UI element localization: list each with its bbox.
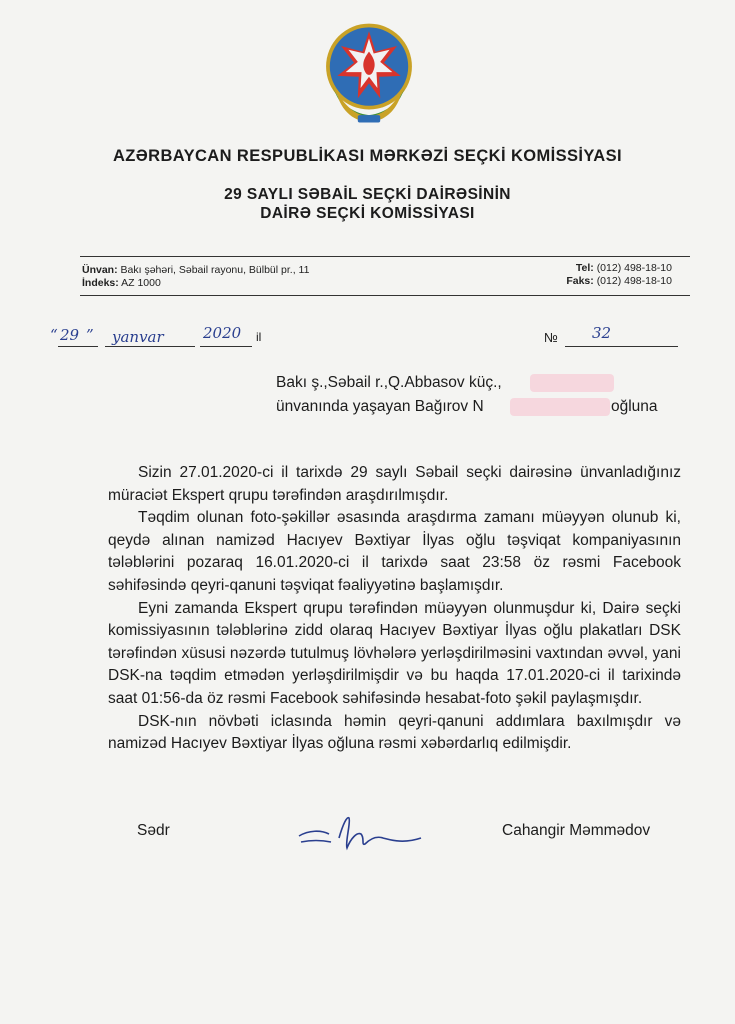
address-line	[82, 264, 309, 276]
header-divider-bottom	[80, 295, 690, 296]
index-label: İndeks:	[82, 277, 119, 289]
paragraph-1: Sizin 27.01.2020-ci il tarixdə 29 saylı Səbail seçki dairəsinə ünvanladığınız müraciət Ekspert qrupu tərəfindən araşdırılmışdır.	[108, 464, 681, 504]
letter-body	[108, 462, 681, 756]
date-suffix: il	[256, 330, 262, 344]
date-day: 29	[60, 326, 80, 344]
handwritten-signature-icon	[295, 808, 425, 858]
index-line	[82, 277, 161, 289]
date-month-line	[105, 346, 195, 347]
date-day-line	[58, 346, 98, 347]
district-name-line2: DAİRƏ SEÇKİ KOMİSSİYASI	[260, 205, 475, 222]
address-label: Ünvan:	[82, 264, 118, 276]
paragraph-2: Təqdim olunan foto-şəkillər əsasında araşdırma zamanı müəyyən olunub ki, qeydə alınan namizəd Hacıyev Bəxtiyar İlyas oğlu təşviqat kompaniyasının tələblərini pozaraq 16.01.2020-ci il tarixdə saat 23:58 öz rəsmi Facebook səhifəsində qeyri-qanuni təşviqat fəaliyyətinə başlamışdır.	[108, 509, 681, 594]
redaction-address	[530, 374, 614, 392]
district-name-line1: 29 SAYLI SƏBAİL SEÇKİ DAİRƏSİNİN	[224, 186, 511, 203]
date-year: 2020	[203, 324, 242, 342]
date-month: yanvar	[112, 328, 164, 346]
index-value: AZ 1000	[121, 277, 161, 289]
fax-line	[566, 275, 672, 287]
tel-value: (012) 498-18-10	[596, 262, 672, 274]
signer-name: Cahangir Məmmədov	[502, 822, 651, 839]
paragraph-4: DSK-nın növbəti iclasında həmin qeyri-qanuni addımlara baxılmışdır və namizəd Hacıyev Bəxtiyar İlyas oğluna rəsmi xəbərdarlıq edilmişdir.	[108, 712, 681, 753]
fax-label: Faks:	[566, 275, 594, 287]
organization-name: AZƏRBAYCAN RESPUBLİKASI MƏRKƏZİ SEÇKİ KOMİSSİYASI	[112, 147, 623, 165]
recipient-name-start: ünvanında yaşayan Bağırov N	[276, 398, 484, 415]
date-quote-open: “	[50, 326, 58, 344]
header-divider-top	[80, 256, 690, 257]
redaction-name	[510, 398, 610, 416]
number-line	[565, 346, 678, 347]
paragraph-3: Eyni zamanda Ekspert qrupu tərəfindən müəyyən olunmuşdur ki, Dairə seçki komissiyasının tələblərinə zidd olaraq Hacıyev Bəxtiyar İlyas oğlu plakatları DSK tərəfindən xüsusi nəzərdə tutulmuş lövhələrə yerləşdirilməsini vaxtından əvvəl, yani DSK-na təqdim etmədən yerləşdirilmişdir və bu haqda 17.01.2020-ci il tarixində saat 01:56-da öz rəsmi Facebook səhifəsində hesabat-foto şəkil paylaşmışdır.	[108, 599, 681, 707]
document-number: 32	[592, 324, 612, 342]
recipient-address: Bakı ş.,Səbail r.,Q.Abbasov küç.,	[276, 374, 502, 391]
signer-title: Sədr	[137, 822, 170, 839]
date-quote-close: ”	[86, 326, 94, 344]
number-label: №	[544, 330, 558, 345]
recipient-name-end: oğluna	[611, 398, 658, 415]
tel-line	[576, 262, 672, 274]
state-emblem-icon	[322, 18, 416, 130]
tel-label: Tel:	[575, 262, 594, 274]
fax-value: (012) 498-18-10	[596, 275, 672, 287]
address-value: Bakı şəhəri, Səbail rayonu, Bülbül pr., 11	[120, 264, 310, 276]
date-year-line	[200, 346, 252, 347]
